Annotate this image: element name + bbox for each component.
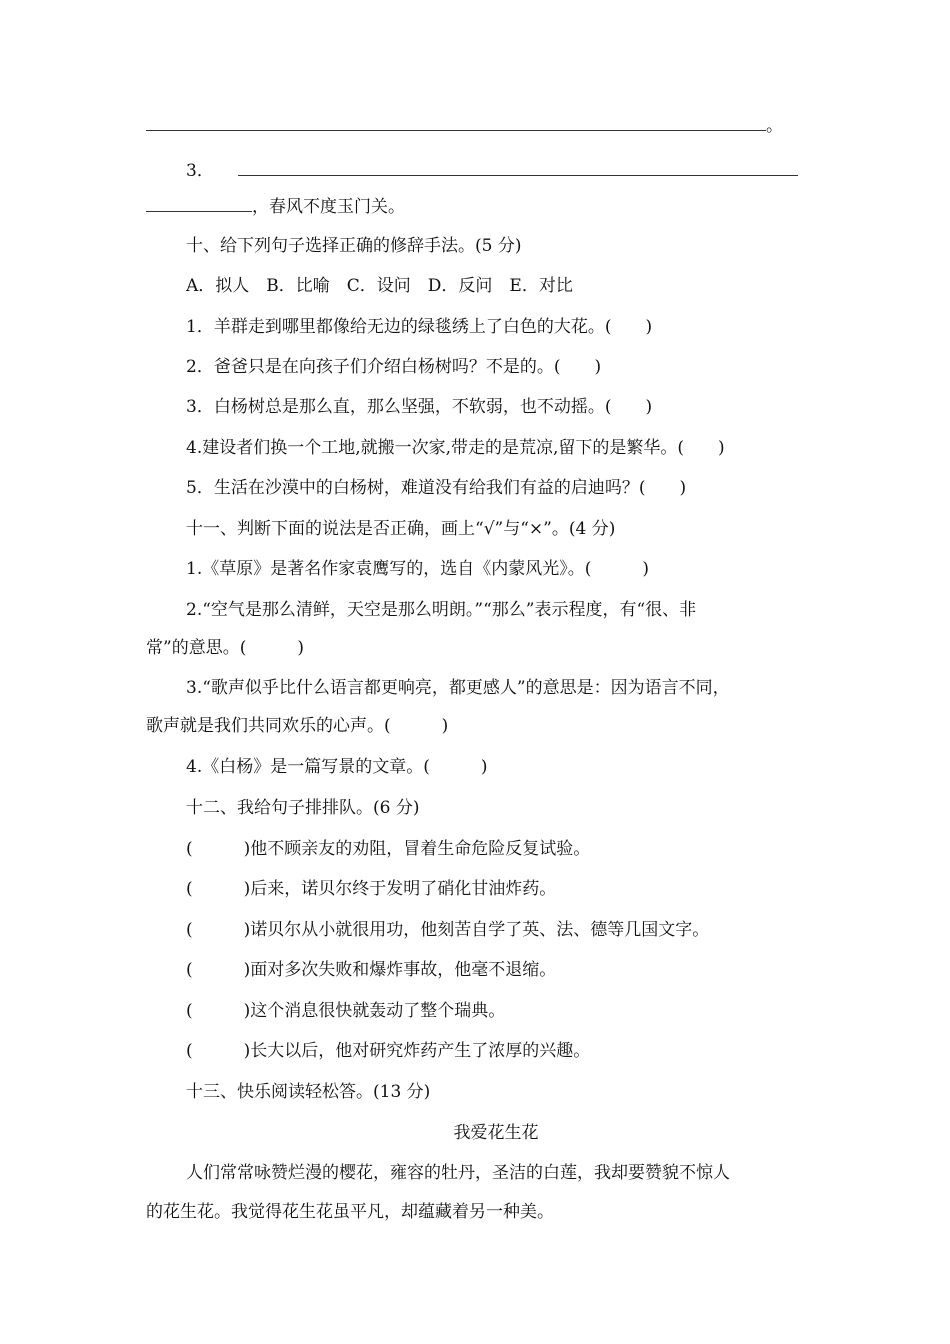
q11-item-4: 4.《白杨》是一篇写景的文章。( ) — [186, 757, 488, 777]
answer-line-2 — [146, 112, 806, 139]
q13-heading: 十三、快乐阅读轻松答。(13 分) — [186, 1082, 431, 1102]
q11-item-3-line-2: 歌声就是我们共同欢乐的心声。( ) — [146, 716, 449, 736]
q12-item-4: ( )面对多次失败和爆炸事故，他毫不退缩。 — [186, 960, 557, 980]
q10-item-4: 4.建设者们换一个工地,就搬一次家,带走的是荒凉,留下的是繁华。( ) — [186, 438, 725, 458]
answer-line-3-continued — [146, 193, 806, 220]
q12-item-1: ( )他不顾亲友的劝阻，冒着生命危险反复试验。 — [186, 839, 591, 859]
q12-item-3: ( )诺贝尔从小就很用功，他刻苦自学了英、法、德等几国文字。 — [186, 920, 710, 940]
blank-underline — [146, 112, 766, 131]
q10-item-2: 2．爸爸只是在向孩子们介绍白杨树吗？不是的。( ) — [186, 357, 602, 377]
q12-heading: 十二、我给句子排排队。(6 分) — [186, 798, 420, 818]
passage-p1-line-2: 的花生花。我觉得花生花虽平凡，却蕴藏着另一种美。 — [146, 1202, 554, 1222]
q11-item-3-line-1: 3.“歌声似乎比什么语言都更响亮，都更感人”的意思是：因为语言不同， — [186, 678, 730, 698]
q12-item-2: ( )后来，诺贝尔终于发明了硝化甘油炸药。 — [186, 879, 557, 899]
line-end-mark: 。 — [766, 116, 783, 136]
q12-item-5: ( )这个消息很快就轰动了整个瑞典。 — [186, 1001, 506, 1021]
blank-underline — [146, 193, 252, 212]
q11-item-2-line-2: 常”的意思。( ) — [146, 638, 304, 658]
q10-item-5: 5．生活在沙漠中的白杨树，难道没有给我们有益的启迪吗？( ) — [186, 478, 687, 498]
blank-underline — [238, 157, 798, 176]
passage-title: 我爱花生花 — [453, 1123, 539, 1143]
q10-item-1: 1．羊群走到哪里都像给无边的绿毯绣上了白色的大花。( ) — [186, 317, 653, 337]
q11-heading: 十一、判断下面的说法是否正确，画上“√”与“×”。(4 分) — [186, 519, 616, 539]
q11-item-1: 1.《草原》是著名作家袁鹰写的，选自《内蒙风光》。( ) — [186, 559, 649, 579]
passage-p1-line-1: 人们常常咏赞烂漫的樱花，雍容的牡丹，圣洁的白莲，我却要赞貌不惊人 — [186, 1163, 730, 1183]
q11-item-2-line-1: 2.“空气是那么清鲜，天空是那么明朗。”“那么”表示程度，有“很、非 — [186, 600, 697, 620]
q10-options: A．拟人 B．比喻 C．设问 D．反问 E．对比 — [186, 276, 573, 296]
item-number: 3． — [186, 161, 214, 181]
q10-item-3: 3．白杨树总是那么直，那么坚强，不软弱，也不动摇。( ) — [186, 397, 653, 417]
q12-item-6: ( )长大以后，他对研究炸药产生了浓厚的兴趣。 — [186, 1041, 591, 1061]
q10-heading: 十、给下列句子选择正确的修辞手法。(5 分) — [186, 236, 522, 256]
answer-line-3 — [186, 157, 806, 184]
poem-line-tail: ，春风不度玉门关。 — [252, 197, 405, 217]
